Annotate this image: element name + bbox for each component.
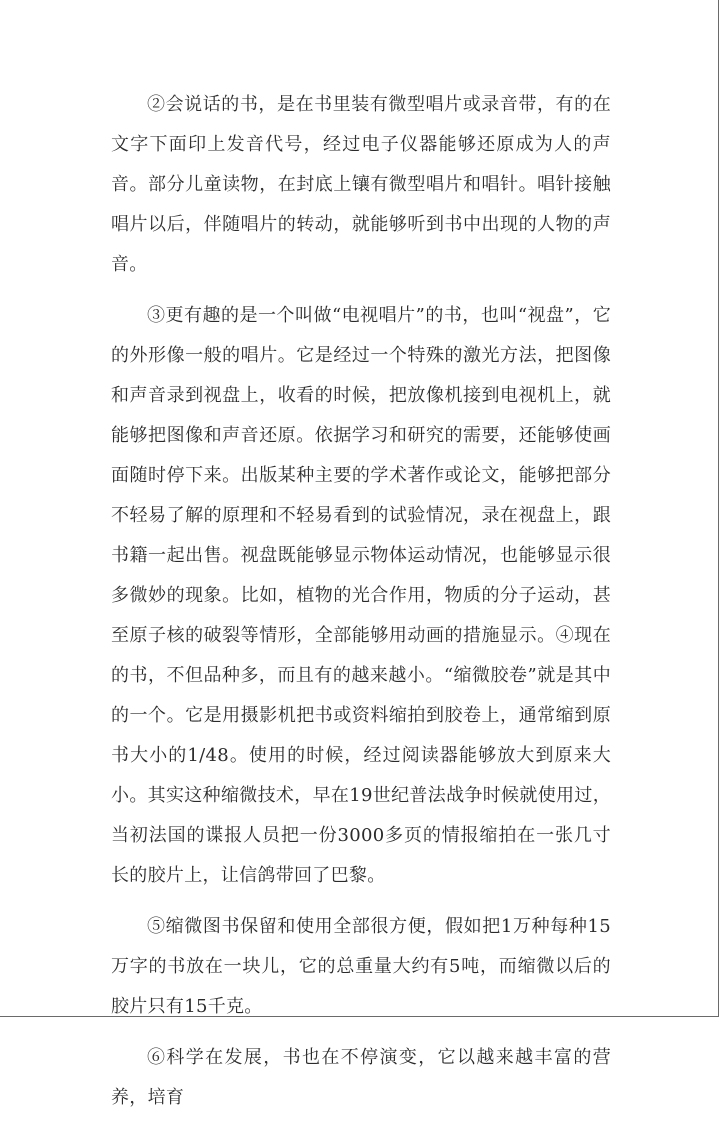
document-body [111,85,611,1129]
paragraph-talking-books: ②会说话的书，是在书里装有微型唱片或录音带，有的在文字下面印上发音代号，经过电子仪器能够还原成为人的声音。部分儿童读物，在封底上镶有微型唱片和唱针。唱针接触唱片以后，伴随唱片的转动，就能够听到书中出现的人物的声音。 [111,94,611,275]
paragraph-science-development: ⑥科学在发展，书也在不停演变，它以越来越丰富的营养，培育 [111,1047,611,1108]
paragraph-microfilm-convenience: ⑤缩微图书保留和使用全部很方便，假如把1万种每种15万字的书放在一块儿，它的总重量大约有5吨，而缩微以后的胶片只有15千克。 [111,916,611,1017]
paragraph-video-disc-and-microfilm: ③更有趣的是一个叫做“电视唱片”的书，也叫“视盘”，它的外形像一般的唱片。它是经过一个特殊的激光方法，把图像和声音录到视盘上，收看的时候，把放像机接到电视机上，就能够把图像和声音还原。依据学习和研究的需要，还能够使画面随时停下来。出版某种主要的学术著作或论文，能够把部分不轻易了解的原理和不轻易看到的试验情况，录在视盘上，跟书籍一起出售。视盘既能够显示物体运动情况，也能够显示很多微妙的现象。比如，植物的光合作用，物质的分子运动，甚至原子核的破裂等情形，全部能够用动画的措施显示。④现在的书，不但品种多，而且有的越来越小。“缩微胶卷”就是其中的一个。它是用摄影机把书或资料缩拍到胶卷上，通常缩到原书大小的1/48。使用的时候，经过阅读器能够放大到原来大小。其实这种缩微技术，早在19世纪普法战争时候就使用过，当初法国的谍报人员把一份3000多页的情报缩拍在一张几寸长的胶片上，让信鸽带回了巴黎。 [111,305,611,886]
